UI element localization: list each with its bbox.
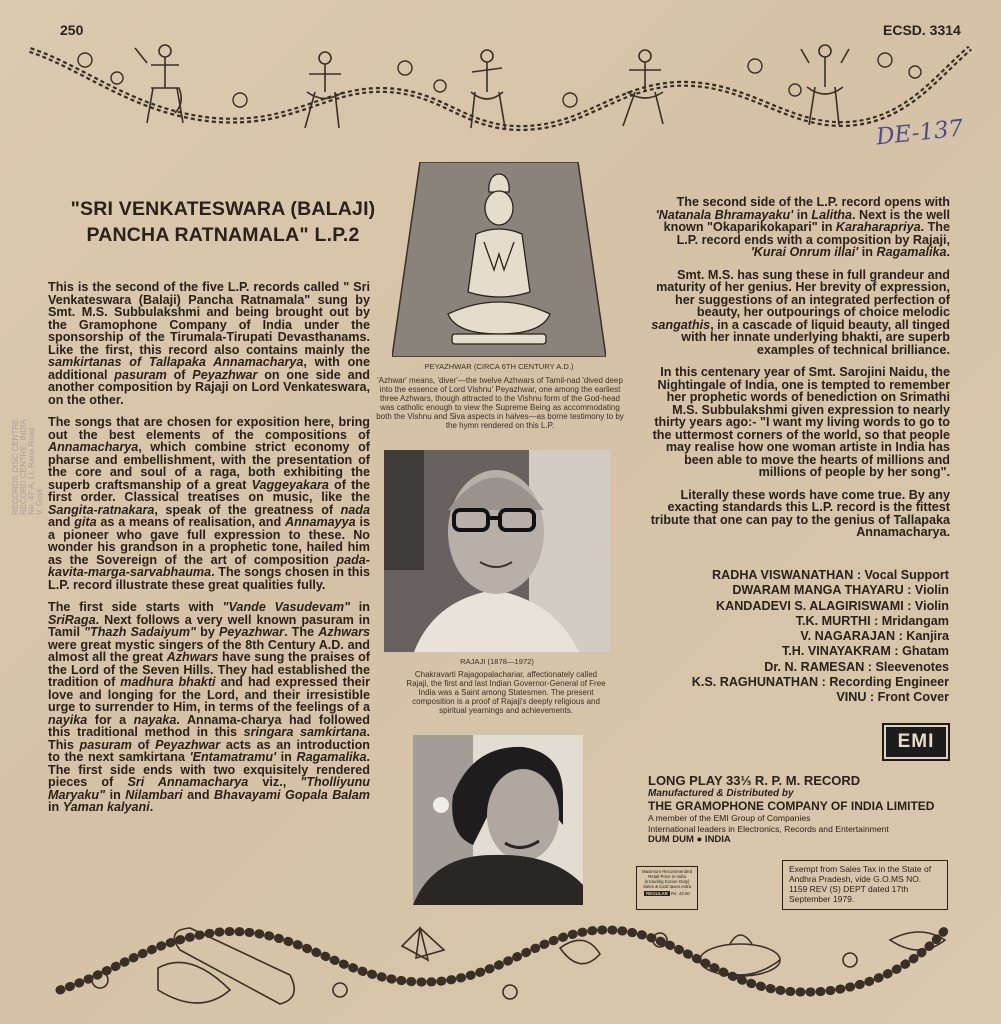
credit-line: Dr. N. RAMESAN : Sleevenotes [764, 659, 949, 674]
company-name: THE GRAMOPHONE COMPANY OF INDIA LIMITED [648, 799, 935, 813]
peyazhwar-caption: PEYAZHWAR (CIRCA 6TH CENTURY A.D.) [424, 362, 574, 371]
tax-exempt-box: Exempt from Sales Tax in the State of Andhra Pradesh, vide G.O.MS NO. 1159 REV (S) DEPT dated 17th September 1979. [782, 860, 948, 910]
left-column-notes [48, 281, 370, 824]
price-value: Rs. 42.50 [671, 891, 690, 896]
left-paragraph-2: The songs that are chosen for exposition here, bring out the best elements of the compositions of Annamacharya, which combine strict economy of pharse and embellishment, with the presentation of the core and soul of a raga, both exhibiting the superb craftsmanship of a great Vaggeyakara of the first order. Classical treatises on music, like the Sangita-ratnakara, speak of the greatness of nada and gita as a means of realisation, and Annamayya is a pioneer who gave full expression to these. No wonder his grandson in a prophetic tone, hailed him as the Sovereign of the art of composition pada-kavita-marga-sarvabhauma. The songs chosen in this L.P. record illustrate these great qualities fully. [48, 415, 370, 592]
credit-line: KANDADEVI S. ALAGIRISWAMI : Violin [716, 598, 949, 613]
credit-line: T.H. VINAYAKRAM : Ghatam [781, 644, 949, 659]
top-garland-border [25, 38, 975, 143]
catalogue-number-left: 250 [60, 22, 84, 38]
stamp-line: No. 47-A, Lt. Rana Road [27, 427, 36, 515]
bottom-garland-border [40, 920, 965, 1020]
credit-line: DWARAM MANGA THAYARU : Violin [732, 583, 949, 598]
price-line: Sales & local taxes extra [642, 884, 692, 889]
right-paragraph-4: Literally these words have come true. By any exacting standards this L.P. record is the fittest tribute that one can pay to the genius of Tallapaka Annamacharya. [650, 487, 950, 539]
handwritten-note: DE-137 [874, 115, 965, 151]
album-title [48, 196, 398, 248]
emi-logo: EMI [882, 723, 950, 761]
left-paragraph-3: The first side starts with "Vande Vasudevam" in SriRaga. Next follows a very well known pasuram in Tamil "Thazh Sadaiyum" by Peyazhwar. The Azhwars were great mystic singers of the 8th Century A.D. and almost all the great Azhwars have sung the praises of the Lord of the Seven Hills. They had established the tradition of madhura bhakti and had expressed their love and longing for the Lord, and their irresistible urge to surrender to Him, in terms of the feelings of a nayika for a nayaka. Annama-charya had followed this traditional method in this sringara samkirtana. This pasuram of Peyazhwar acts as an introduction to the next samkirtana 'Entamatramu' in Ragamalika. The first side ends with two exquisitely rendered pieces of Sri Annamacharya viz., "Tholliyunu Maryaku" in Nilambari and Bhavayami Gopala Balam in Yaman kalyani. [48, 600, 371, 814]
rajaji-note: Chakravarti Rajagopalachariar, affectionately called Rajaji, the first and last Indian Governor-General of Free India was a Saint among Statesmen. The present composition is a proof of Rajaji's deeply religious and spiritual yearnings and achievements. [406, 670, 606, 715]
stamp-line: V. Gopi [35, 489, 44, 515]
rajaji-caption: RAJAJI (1878—1972) [460, 657, 534, 666]
international-line: International leaders in Electronics, Records and Entertainment [648, 824, 889, 834]
rajaji-portrait [384, 450, 610, 652]
price-regular-tag: REGULAR [646, 891, 668, 896]
price-line: Maximum Recommended [641, 869, 693, 874]
stamp-line: RECORDS DISC CENTRE [11, 418, 20, 515]
catalogue-number-right: ECSD. 3314 [883, 22, 961, 38]
peyazhwar-note: 'Azhwar' means, 'diver'—the twelve Azhwars of Tamil-nad 'dived deep into the essence of Lord Vishnu' Peyazhwar, one among the earliest three Azhwars, though attracted to the Vishnu form of the God-head was catholic enough to view the Supreme Being as accommodating both the Vishnu and Siva aspects in halves—as borne testimony to by the hymn rendered on this L.P. [376, 376, 624, 430]
title-line-1: "SRI VENKATESWARA (BALAJI) [70, 198, 376, 220]
right-column-notes [644, 196, 950, 549]
title-line-2: PANCHA RATNAMALA" L.P.2 [86, 224, 360, 246]
dumdum-india: DUM DUM ● INDIA [648, 834, 731, 845]
credit-line: T.K. MURTHI : Mridangam [795, 613, 949, 628]
peyazhwar-drawing [392, 162, 606, 357]
price-line: (Including Excise Duty) [644, 879, 690, 884]
manufactured-by: Manufactured & Distributed by [648, 788, 794, 799]
rajaji-photo [384, 450, 610, 652]
long-play-line: LONG PLAY 33⅓ R. P. M. RECORD [648, 773, 861, 788]
subbulakshmi-photo [413, 735, 583, 905]
price-line: Retail Price in India [648, 874, 686, 879]
stamp-line: RECORD CENTRE, INDIA [19, 419, 28, 515]
credit-line: K.S. RAGHUNATHAN : Recording Engineer [691, 675, 949, 690]
right-paragraph-2: Smt. M.S. has sung these in full grandeur and maturity of her genius. Her brevity of expression, her suggestions of an integrated perfection of beauty, her outpourings of choice melodic sangathis, in a cascade of liquid beauty, all tinged with her innate underlying bhakti, are superb examples of technical brilliance. [651, 267, 950, 357]
shop-stamp [12, 415, 44, 515]
right-paragraph-1: The second side of the L.P. record opens with 'Natanala Bhramayaku' in Lalitha. Next is the well known "Okaparikokapari" in Karaharapriya. The L.P. record ends with a composition by Rajaji, 'Kurai Onrum illai' in Ragamalika. [655, 195, 950, 259]
subbulakshmi-portrait [413, 735, 583, 905]
credit-line: V. NAGARAJAN : Kanjira [800, 629, 949, 644]
left-paragraph-1: This is the second of the five L.P. records called " Sri Venkateswara (Balaji) Pancha Ratnamala" sung by Smt. M.S. Subbulakshmi and being brought out by the Gramophone Company of India under the sponsorship of the Tirumala-Tirupati Devasthanams. Like the first, this record also contains mainly the samkirtanas of Tallapaka Annamacharya, with one additional pasuram of Peyazhwar on one side and another composition by Rajaji on Lord Venkateswara, on the other. [48, 280, 370, 407]
emi-member-line: A member of the EMI Group of Companies [648, 813, 811, 823]
right-paragraph-3: In this centenary year of Smt. Sarojini Naidu, the Nightingale of India, one is tempted to remember her prophetic words of benediction on Srimathi M.S. Subbulakshmi given expression to nearly thirty years ago:- "I want my living words to go to the uttermost corners of the world, so that people may realise how one woman artiste in India has been able to move the hearts of millions and millions of people by her song". [652, 365, 950, 479]
credit-line: VINU : Front Cover [836, 690, 949, 705]
credit-line: RADHA VISWANATHAN : Vocal Support [712, 568, 949, 582]
price-box [636, 866, 698, 910]
peyazhwar-illustration [392, 162, 606, 357]
artist-credits [646, 568, 949, 706]
